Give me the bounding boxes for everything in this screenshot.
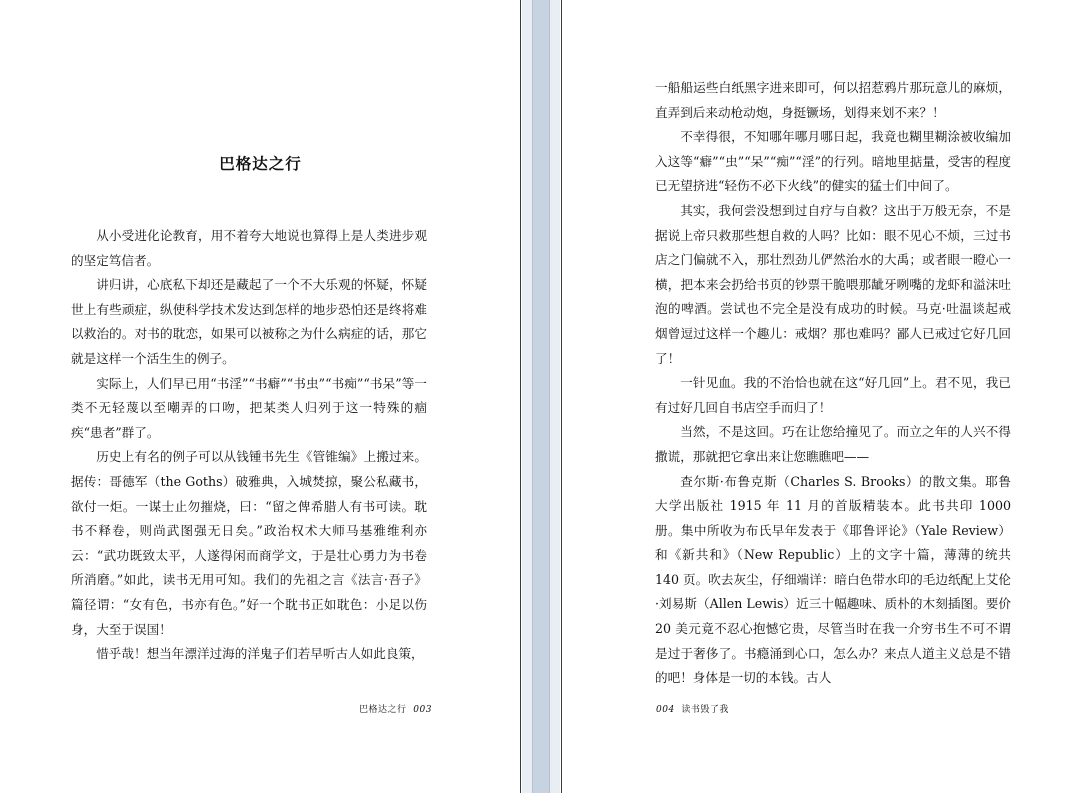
- paragraph: 不幸得很，不知哪年哪月哪日起，我竟也糊里糊涂被收编加入这等“癖”“虫”“呆”“痴”“淫”的行列。暗地里掂量，受害的程度已无望挤进“轻伤不必下火线”的健实的猛士们中间了。: [655, 129, 1011, 194]
- paragraph: 实际上，人们早已用“书淫”“书癖”“书虫”“书痴”“书呆”等一类不无轻蔑以至嘲弄的口吻，把某类人归列于这一特殊的痼疾“患者”群了。: [71, 375, 427, 440]
- paragraph: 从小受进化论教育，用不着夸大地说也算得上是人类进步观的坚定笃信者。: [71, 228, 427, 268]
- paragraph: 一船船运些白纸黑字进来即可，何以招惹鸦片那玩意儿的麻烦，直弄到后来动枪动炮，身挺镢场，划得来划不来？！: [655, 80, 1011, 120]
- paragraph: 历史上有名的例子可以从钱锺书先生《管锥编》上搬过来。据传：哥德军（the Goths）破雅典，入城焚掠，聚公私藏书，欲付一炬。一谋士止勿摧烧，曰：“留之俾希腊人有书可读。耽书不释卷，则尚武图强无日矣。”政治权术大师马基雅维利亦云：“武功既致太平，人遂得闲而商学文，于是壮心勇力为书卷所消磨。”如此，读书无用可知。我们的先祖之言《法言·吾子》篇径谓：“女有色，书亦有色。”好一个耽书正如耽色：小足以伤身，大至于误国！: [71, 449, 427, 637]
- paragraph: 当然，不是这回。巧在让您给撞见了。而立之年的人兴不得撒谎，那就把它拿出来让您瞧瞧吧——: [655, 424, 1011, 464]
- paragraph: 一针见血。我的不治恰也就在这“好几回”上。君不见，我已有过好几回自书店空手而归了！: [655, 375, 1011, 415]
- paragraph: 惜乎哉！想当年漂洋过海的洋鬼子们若早听古人如此良策，: [96, 646, 424, 662]
- left-page-footer: [359, 702, 432, 715]
- left-page-body: [71, 224, 427, 667]
- page-number: 004: [656, 705, 675, 715]
- left-page: [0, 0, 521, 793]
- paragraph: 其实，我何尝没想到过自疗与自救？这出于万般无奈，不是据说上帝只救那些想自救的人吗？比如：眼不见心不烦，三过书店之门偏就不入，那壮烈劲儿俨然治水的大禹；或者眼一瞪心一横，把本来会扔给书页的钞票干脆喂那龇牙咧嘴的龙虾和溢沫吐泡的啤酒。尝试也不完全是没有成功的时候。马克·吐温谈起戒烟曾逗过这样一个趣儿：戒烟？那也难吗？鄙人已戒过它好几回了！: [655, 202, 1011, 366]
- paragraph: 讲归讲，心底私下却还是藏起了一个不大乐观的怀疑，怀疑世上有些顽症，纵使科学技术发达到怎样的地步恐怕还是终将难以救治的。对书的耽恋，如果可以被称之为什么病症的话，那它就是这样一个活生生的例子。: [71, 277, 427, 366]
- chapter-title: 巴格达之行: [219, 155, 302, 173]
- gutter-strip: [532, 0, 550, 793]
- running-title: 读书毁了我: [681, 705, 729, 715]
- paragraph: 查尔斯·布鲁克斯（Charles S. Brooks）的散文集。耶鲁大学出版社 1915 年 11 月的首版精装本。此书共印 1000 册。集中所收为布氏早年发表于《耶鲁评论》（Yale Review）和《新共和》（New Republic）上的文字十篇，薄薄的统共 140 页。吹去灰尘，仔细端详：暗白色带水印的毛边纸配上艾伦·刘易斯（Allen Lewis）近三十幅趣味、质朴的木刻插图。要价 20 美元竟不忍心抱憾它贵，尽管当时在我一介穷书生不可不谓是过于奢侈了。书瘾涌到心口，怎么办？来点人道主义总是不错的吧！身体是一切的本钱。古人: [655, 473, 1011, 686]
- right-page-body: [655, 76, 1011, 691]
- running-title: 巴格达之行: [359, 705, 407, 715]
- page-number: 003: [413, 705, 432, 715]
- right-page-footer: [656, 702, 729, 715]
- page-gutter: [522, 0, 560, 793]
